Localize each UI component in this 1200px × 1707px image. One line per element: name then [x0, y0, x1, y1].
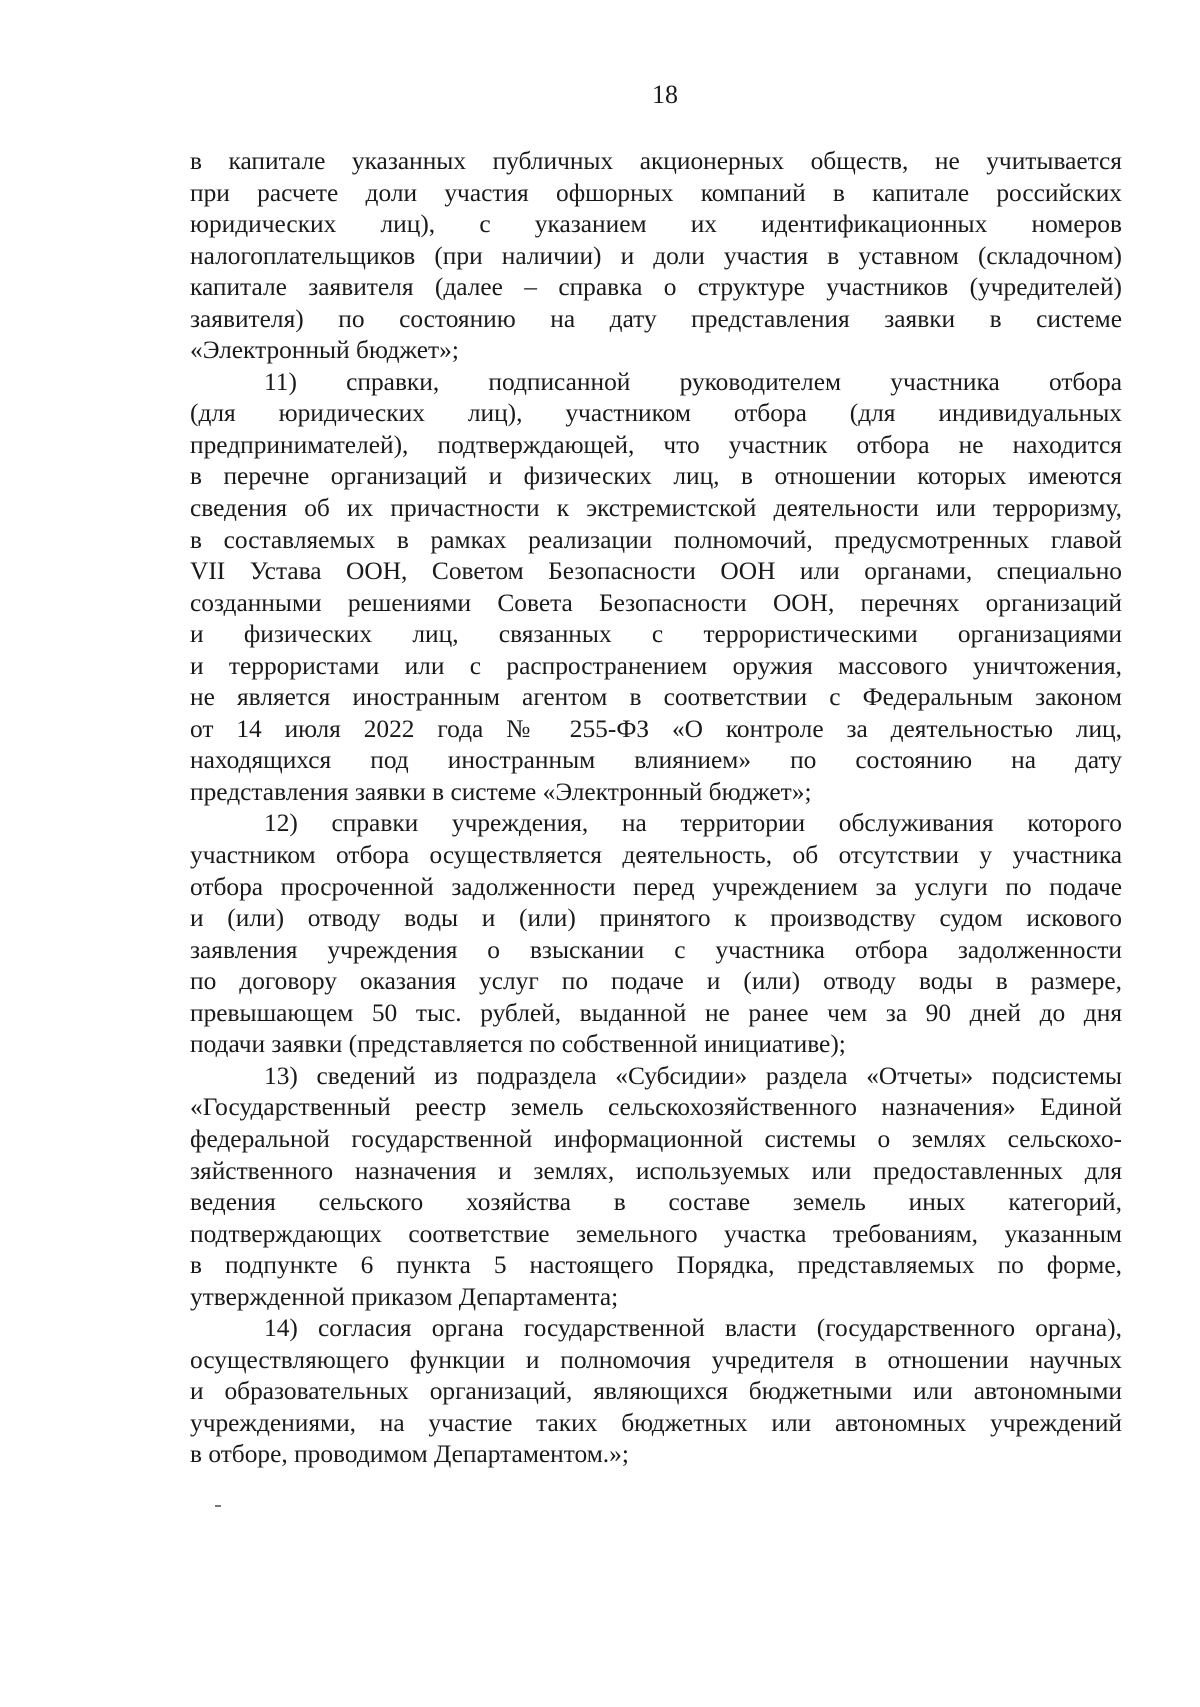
body-line: заявления учреждения о взыскании с участника отбора задолженности [190, 935, 1122, 964]
body-line: и образовательных организаций, являющихся бюджетными или автономными [190, 1377, 1122, 1406]
body-line: VII Устава ООН, Советом Безопасности ООН или органами, специально [190, 557, 1122, 586]
body-line: и (или) отводу воды и (или) принятого к производству судом искового [190, 904, 1122, 933]
body-line: налогоплательщиков (при наличии) и доли участия в уставном (складочном) [190, 241, 1122, 270]
body-line: 13) сведений из подраздела «Субсидии» раздела «Отчеты» подсистемы [264, 1061, 1122, 1090]
body-line: 11) справки, подписанной руководителем участника отбора [264, 367, 1122, 396]
body-line: осуществляющего функции и полномочия учредителя в отношении научных [190, 1345, 1122, 1374]
body-line: федеральной государственной информационной системы о землях сельскохо- [190, 1124, 1122, 1153]
body-line: сведения об их причастности к экстремистской деятельности или терроризму, [190, 494, 1122, 523]
body-line: и террористами или с распространением оружия массового уничтожения, [190, 651, 1122, 680]
body-line: (для юридических лиц), участником отбора (для индивидуальных [190, 399, 1122, 428]
body-line: представления заявки в системе «Электронный бюджет»; [190, 777, 812, 806]
scan-speck [215, 1505, 221, 1507]
body-line: отбора просроченной задолженности перед учреждением за услуги по подаче [190, 872, 1122, 901]
body-line: предпринимателей), подтверждающей, что участник отбора не находится [190, 430, 1122, 459]
body-line: в составляемых в рамках реализации полномочий, предусмотренных главой [190, 525, 1122, 554]
body-line: зяйственного назначения и землях, используемых или предоставленных для [190, 1156, 1122, 1185]
body-line: при расчете доли участия офшорных компаний в капитале российских [190, 178, 1122, 207]
body-line: превышающем 50 тыс. рублей, выданной не ранее чем за 90 дней до дня [190, 998, 1122, 1027]
body-line: «Государственный реестр земель сельскохозяйственного назначения» Единой [190, 1093, 1122, 1122]
body-line: не является иностранным агентом в соответствии с Федеральным законом [190, 683, 1122, 712]
body-line: ведения сельского хозяйства в составе земель иных категорий, [190, 1188, 1122, 1217]
body-line: в подпункте 6 пункта 5 настоящего Порядка, представляемых по форме, [190, 1251, 1122, 1280]
body-line: находящихся под иностранным влиянием» по состоянию на дату [190, 746, 1122, 775]
body-line: «Электронный бюджет»; [190, 336, 459, 365]
body-line: и физических лиц, связанных с террористическими организациями [190, 620, 1122, 649]
body-line: 14) согласия органа государственной власти (государственного органа), [264, 1314, 1122, 1343]
body-line: подтверждающих соответствие земельного участка требованиям, указанным [190, 1219, 1122, 1248]
body-line: от 14 июля 2022 года № 255-ФЗ «О контроле за деятельностью лиц, [190, 714, 1122, 743]
body-line: подачи заявки (представляется по собственной инициативе); [190, 1030, 846, 1059]
body-line: участником отбора осуществляется деятельность, об отсутствии у участника [190, 841, 1122, 870]
body-line: заявителя) по состоянию на дату представления заявки в системе [190, 304, 1122, 333]
body-line: 12) справки учреждения, на территории обслуживания которого [264, 809, 1122, 838]
body-line: капитале заявителя (далее – справка о структуре участников (учредителей) [190, 273, 1122, 302]
body-line: в отборе, проводимом Департаментом.»; [190, 1440, 629, 1469]
body-line: учреждениями, на участие таких бюджетных или автономных учреждений [190, 1408, 1122, 1437]
document-body [190, 146, 1122, 1471]
body-line: юридических лиц), с указанием их идентификационных номеров [190, 210, 1122, 239]
body-line: созданными решениями Совета Безопасности ООН, перечнях организаций [190, 588, 1122, 617]
body-line: в капитале указанных публичных акционерных обществ, не учитывается [190, 147, 1122, 175]
page-number: 18 [652, 80, 678, 109]
body-line: в перечне организаций и физических лиц, в отношении которых имеются [190, 462, 1122, 491]
body-line: утвержденной приказом Департамента; [190, 1282, 619, 1311]
body-line: по договору оказания услуг по подаче и (или) отводу воды в размере, [190, 967, 1122, 996]
